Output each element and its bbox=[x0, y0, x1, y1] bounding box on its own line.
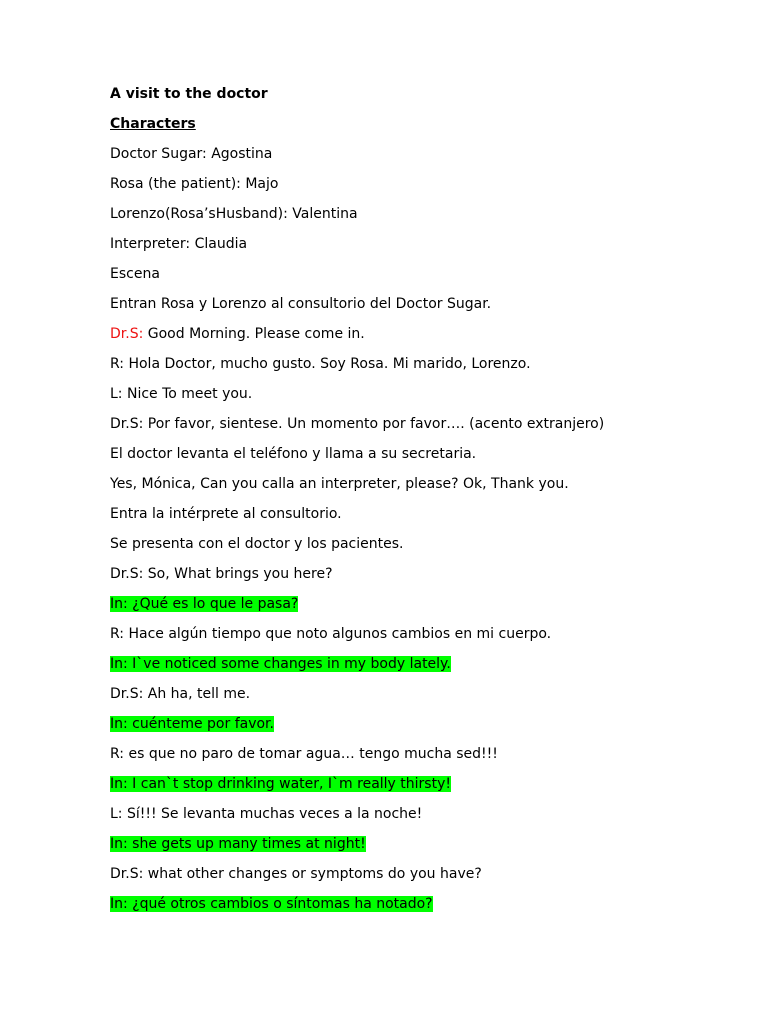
highlighted-text: In: I`ve noticed some changes in my body lately. bbox=[110, 656, 451, 672]
stage-direction: El doctor levanta el teléfono y llama a su secretaria. bbox=[110, 446, 477, 462]
dialogue-line: Dr.S: So, What brings you here? bbox=[110, 566, 333, 582]
highlighted-text: In: cuénteme por favor. bbox=[110, 716, 274, 732]
document-title: A visit to the doctor bbox=[110, 86, 268, 102]
scene-label: Escena bbox=[110, 266, 160, 282]
stage-direction: Se presenta con el doctor y los pacientes. bbox=[110, 536, 404, 552]
characters-heading: Characters bbox=[110, 116, 196, 132]
document-body bbox=[110, 84, 730, 924]
dialogue-line: L: Sí!!! Se levanta muchas veces a la noche! bbox=[110, 806, 423, 822]
cast-line-doctor: Doctor Sugar: Agostina bbox=[110, 146, 273, 162]
dialogue-line: R: Hace algún tiempo que noto algunos cambios en mi cuerpo. bbox=[110, 626, 552, 642]
dialogue-line: Dr.S: Por favor, sientese. Un momento por favor…. (acento extranjero) bbox=[110, 416, 605, 432]
dialogue-line: R: Hola Doctor, mucho gusto. Soy Rosa. Mi marido, Lorenzo. bbox=[110, 356, 531, 372]
cast-line-lorenzo: Lorenzo(Rosa’sHusband): Valentina bbox=[110, 206, 358, 222]
interpreter-line bbox=[110, 714, 730, 744]
dialogue-line: Dr.S: Ah ha, tell me. bbox=[110, 686, 251, 702]
interpreter-line bbox=[110, 774, 730, 804]
highlighted-text: In: ¿qué otros cambios o síntomas ha notado? bbox=[110, 896, 433, 912]
speaker-label: Dr.S: bbox=[110, 326, 144, 342]
stage-direction: Entra la intérprete al consultorio. bbox=[110, 506, 342, 522]
dialogue-line: Yes, Mónica, Can you calla an interpreter, please? Ok, Thank you. bbox=[110, 476, 569, 492]
highlighted-text: In: she gets up many times at night! bbox=[110, 836, 366, 852]
stage-direction: Entran Rosa y Lorenzo al consultorio del Doctor Sugar. bbox=[110, 296, 492, 312]
cast-line-rosa: Rosa (the patient): Majo bbox=[110, 176, 279, 192]
interpreter-line bbox=[110, 594, 730, 624]
interpreter-line bbox=[110, 894, 730, 924]
dialogue-line: L: Nice To meet you. bbox=[110, 386, 253, 402]
highlighted-text: In: ¿Qué es lo que le pasa? bbox=[110, 596, 299, 612]
cast-line-interpreter: Interpreter: Claudia bbox=[110, 236, 248, 252]
dialogue-line: R: es que no paro de tomar agua… tengo mucha sed!!! bbox=[110, 746, 498, 762]
dialogue-line: Dr.S: Good Morning. Please come in. bbox=[110, 326, 365, 342]
dialogue-line: Dr.S: what other changes or symptoms do you have? bbox=[110, 866, 482, 882]
interpreter-line bbox=[110, 834, 730, 864]
interpreter-line bbox=[110, 654, 730, 684]
highlighted-text: In: I can`t stop drinking water, I`m really thirsty! bbox=[110, 776, 451, 792]
